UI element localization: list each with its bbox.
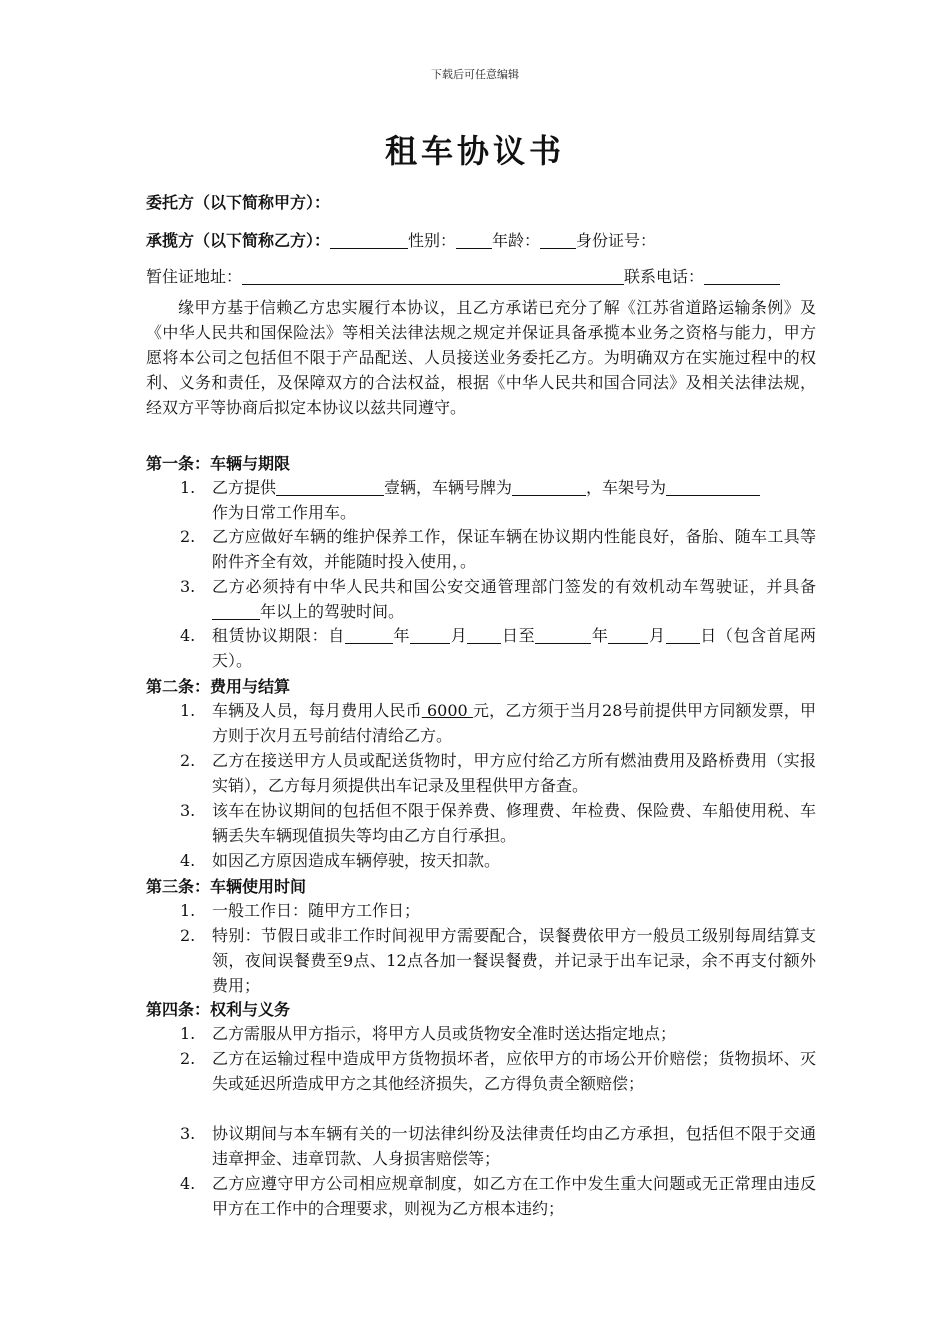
item-text-part: 年以上的驾驶时间。: [260, 602, 405, 621]
item-text: 如因乙方原因造成车辆停驶，按天扣款。: [212, 851, 501, 870]
monthly-fee-value: 6000: [421, 701, 473, 720]
age-blank: [540, 232, 576, 249]
party-b-label: 承揽方（以下简称乙方）：: [146, 231, 331, 250]
age-label: 年龄：: [492, 231, 541, 250]
party-b-line: [146, 228, 656, 251]
party-a-label: 委托方（以下简称甲方）：: [146, 193, 331, 212]
item-number: 2.: [180, 926, 196, 945]
item-number: 2.: [180, 527, 196, 546]
item-number: 4.: [180, 851, 196, 870]
item-number: 1.: [180, 901, 196, 920]
item-text-part: 租赁协议期限：自: [212, 626, 345, 645]
item-text: [212, 574, 816, 624]
item-text-part: 元，乙方须于当月28号前提供甲方同额发票，甲方则于次月五号前结付清给乙方。: [212, 701, 816, 745]
date-blank: [410, 627, 450, 644]
date-blank: [666, 627, 700, 644]
item-text: 乙方应做好车辆的维护保养工作，保证车辆在协议期内性能良好，备胎、随车工具等附件齐全有效，并能随时投入使用，。: [212, 527, 816, 571]
item-text-part: 月: [450, 626, 468, 645]
item-number: 3.: [180, 577, 196, 596]
item-text: [212, 475, 816, 525]
item-text-part: 年: [591, 626, 609, 645]
item-text: 乙方在运输过程中造成甲方货物损坏者，应依甲方的市场公开价赔偿；货物损坏、灭失或延迟所造成甲方之其他经济损失，乙方得负责全额赔偿；: [212, 1049, 816, 1093]
item-number: 1.: [180, 478, 196, 497]
item-number: 2.: [180, 751, 196, 770]
item-text: 该车在协议期间的包括但不限于保养费、修理费、年检费、保险费、车船使用税、车辆丢失车辆现值损失等均由乙方自行承担。: [212, 801, 816, 845]
address-blank: [242, 268, 624, 285]
address-line: [146, 264, 780, 287]
item-text: 乙方在接送甲方人员或配送货物时，甲方应付给乙方所有燃油费用及路桥费用（实报实销），乙方每月须提供出车记录及里程供甲方备查。: [212, 751, 816, 795]
item-text-part: 乙方提供: [212, 478, 277, 497]
gender-blank: [456, 232, 492, 249]
item-number: 4.: [180, 1174, 196, 1193]
item-number: 1.: [180, 1024, 196, 1043]
item-text: [212, 698, 816, 748]
item-text-part: 乙方必须持有中华人民共和国公安交通管理部门签发的有效机动车驾驶证，并具备: [212, 577, 816, 596]
item-text: 乙方需服从甲方指示，将甲方人员或货物安全准时送达指定地点；: [212, 1024, 677, 1043]
vin-blank: [666, 479, 760, 496]
item-text-part: ，车架号为: [586, 478, 667, 497]
article-3-heading: 第三条：车辆使用时间: [146, 877, 307, 896]
intro-paragraph: 缘甲方基于信赖乙方忠实履行本协议，且乙方承诺已充分了解《江苏省道路运输条例》及《中华人民共和国保险法》等相关法律法规之规定并保证具备承揽本业务之资格与能力，甲方愿将本公司之包括但不限于产品配送、人员接送业务委托乙方。为明确双方在实施过程中的权利、义务和责任，及保障双方的合法权益，根据《中华人民共和国合同法》及相关法律法规，经双方平等协商后拟定本协议以兹共同遵守。: [146, 298, 816, 417]
item-text: 特别：节假日或非工作时间视甲方需要配合，误餐费依甲方一般员工级别每周结算支领，夜间误餐费至9点、12点各加一餐误餐费，并记录于出车记录，余不再支付额外费用；: [212, 926, 816, 995]
phone-label: 联系电话：: [624, 267, 705, 286]
name-blank: [330, 232, 408, 249]
years-blank: [212, 603, 260, 620]
item-number: 2.: [180, 1049, 196, 1068]
item-text: 协议期间与本车辆有关的一切法律纠纷及法律责任均由乙方承担，包括但不限于交通违章押金、违章罚款、人身损害赔偿等；: [212, 1124, 816, 1168]
item-number: 3.: [180, 1124, 196, 1143]
gender-label: 性别：: [408, 231, 457, 250]
party-a-line: [146, 190, 330, 213]
id-label: 身份证号：: [576, 231, 657, 250]
item-text-part: 车辆及人员，每月费用人民币: [212, 701, 422, 720]
item-text: 一般工作日：随甲方工作日；: [212, 901, 421, 920]
item-text-part: 壹辆，车辆号牌为: [384, 478, 513, 497]
item-text-part: 日（包含首尾两天）。: [212, 626, 816, 670]
item-number: 1.: [180, 701, 196, 720]
vehicle-blank: [276, 479, 384, 496]
item-text: [212, 623, 816, 673]
date-blank: [467, 627, 501, 644]
phone-blank: [704, 268, 780, 285]
date-blank: [535, 627, 591, 644]
article-4-heading: 第四条：权利与义务: [146, 1000, 291, 1019]
address-label: 暂住证地址：: [146, 267, 243, 286]
header-note: 下载后可任意编辑: [431, 68, 519, 81]
item-text-part: 日至: [501, 626, 536, 645]
article-2-heading: 第二条：费用与结算: [146, 677, 291, 696]
article-1-heading: 第一条：车辆与期限: [146, 454, 291, 473]
item-number: 4.: [180, 626, 196, 645]
item-number: 3.: [180, 801, 196, 820]
date-blank: [608, 627, 648, 644]
date-blank: [345, 627, 393, 644]
item-text-part: 作为日常工作用车。: [212, 503, 357, 522]
document-title: 租车协议书: [384, 132, 565, 170]
item-text-part: 月: [648, 626, 666, 645]
item-text-part: 年: [392, 626, 411, 645]
plate-blank: [512, 479, 586, 496]
item-text: 乙方应遵守甲方公司相应规章制度，如乙方在工作中发生重大问题或无正常理由违反甲方在工作中的合理要求，则视为乙方根本违约；: [212, 1174, 816, 1218]
